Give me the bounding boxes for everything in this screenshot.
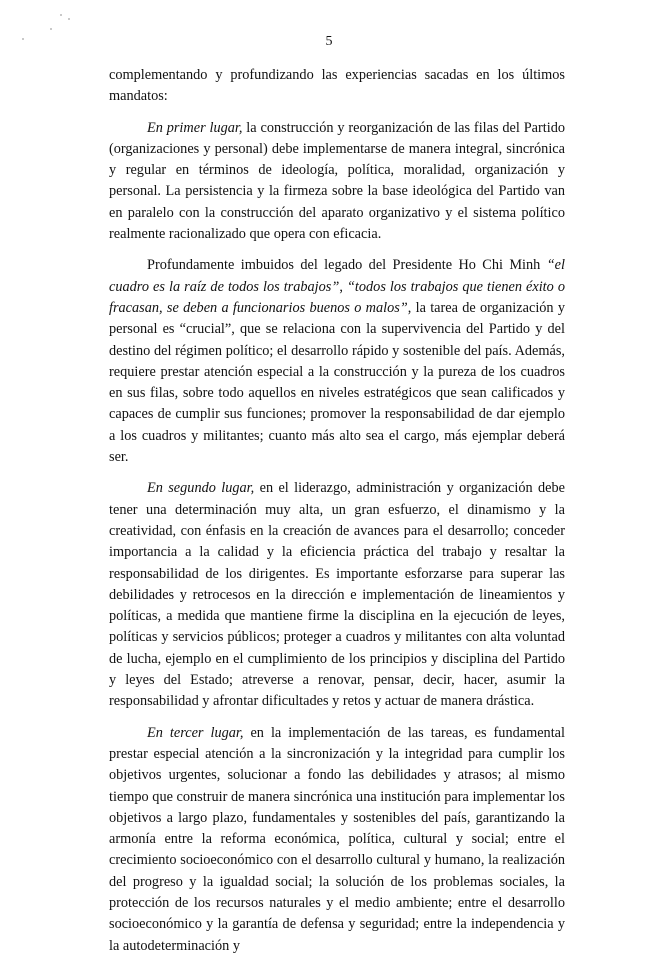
- scan-speck: [68, 18, 70, 20]
- scan-speck: [50, 28, 52, 30]
- paragraph-primer-lugar: [109, 118, 565, 246]
- scan-speck: [60, 14, 62, 16]
- paragraph-text: la construcción y reorganización de las filas del Partido (organizaciones y personal) debe implementarse de manera integral, sincrónica y regular en términos de ideología, política, moralidad, organización y personal. La persistencia y la firmeza sobre la base ideológica del Partido van en paralelo con la construcción del aparato organizativo y el sistema político realmente racionalizado que opera con eficacia.: [109, 119, 566, 243]
- paragraph-segundo-lugar: [109, 478, 565, 712]
- paragraph-continuation: [109, 65, 565, 108]
- page-number: 5: [325, 34, 333, 49]
- paragraph-lead: En segundo lugar,: [147, 480, 255, 497]
- paragraph-text: Profundamente imbuidos del legado del Presidente Ho Chi Minh: [147, 257, 547, 274]
- paragraph-text: en la implementación de las tareas, es fundamental prestar especial atención a la sincronización y la integridad para cumplir los objetivos urgentes, solucionar a fondo las debilidades y atrasos; al mismo tiempo que construir de manera sincrónica una institución para implementar los objetivos a largo plazo, fundamentales y sostenibles del país, garantizando la armonía entre la reforma económica, política, cultural y social; entre el crecimiento socioeconómico con el desarrollo cultural y humano, la realización del progreso y la igualdad social; la solución de los problemas sociales, la protección de los recursos naturales y el medio ambiente; entre el desarrollo socioeconómico y la garantía de defensa y seguridad; entre la independencia y la autodeterminación y: [109, 724, 565, 954]
- paragraph-lead: En tercer lugar,: [147, 724, 244, 741]
- paragraph-text: ,: [339, 278, 347, 295]
- quote-text: “el cuadro es la raíz de todos los trabajos”: [109, 257, 565, 295]
- paragraph-text: en el liderazgo, administración y organización debe tener una determinación muy alta, un gran esfuerzo, el dinamismo y la creatividad, con énfasis en la creación de avances para el desarrollo; conceder importancia a la calidad y la eficiencia práctica del trabajo y resaltar la responsabilidad de los dirigentes. Es importante esforzarse para superar las debilidades y retrocesos en la dirección e implementación de lineamientos y políticas, a medida que mantiene firme la disciplina en la ejecución de leyes, políticas y servicios públicos; proteger a cuadros y militantes con alta voluntad de lucha, ejemplo en el cumplimiento de los principios y disciplina del Partido y leyes del Estado; atreverse a renovar, pensar, decir, hacer, asumir la responsabilidad y afrontar dificultades y retos y actuar de manera drástica.: [109, 480, 565, 710]
- paragraph-lead: En primer lugar,: [147, 119, 243, 136]
- paragraph-text: complementando y profundizando las experiencias sacadas en los últimos mandatos:: [109, 67, 565, 105]
- document-body: [109, 65, 565, 967]
- paragraph-tercer-lugar: [109, 723, 565, 957]
- paragraph-text: , la tarea de organización y personal es “crucial”, que se relaciona con la supervivencia del Partido y del destino del régimen político; el desarrollo rápido y sostenible del país. Además, requiere prestar atención especial a la construcción y la pureza de los cuadros en sus filas, sobre todo aquellos en niveles estratégicos que sean calificados y capaces de cumplir sus funciones; promover la responsabilidad de dar ejemplo a los cuadros y militantes; cuanto más alto sea el cargo, más ejemplar deberá ser.: [109, 299, 566, 466]
- paragraph-legado-ho-chi-minh: [109, 255, 565, 468]
- quote-text: “todos los trabajos que tienen éxito o fracasan, se deben a funcionarios buenos o malos”: [109, 278, 565, 316]
